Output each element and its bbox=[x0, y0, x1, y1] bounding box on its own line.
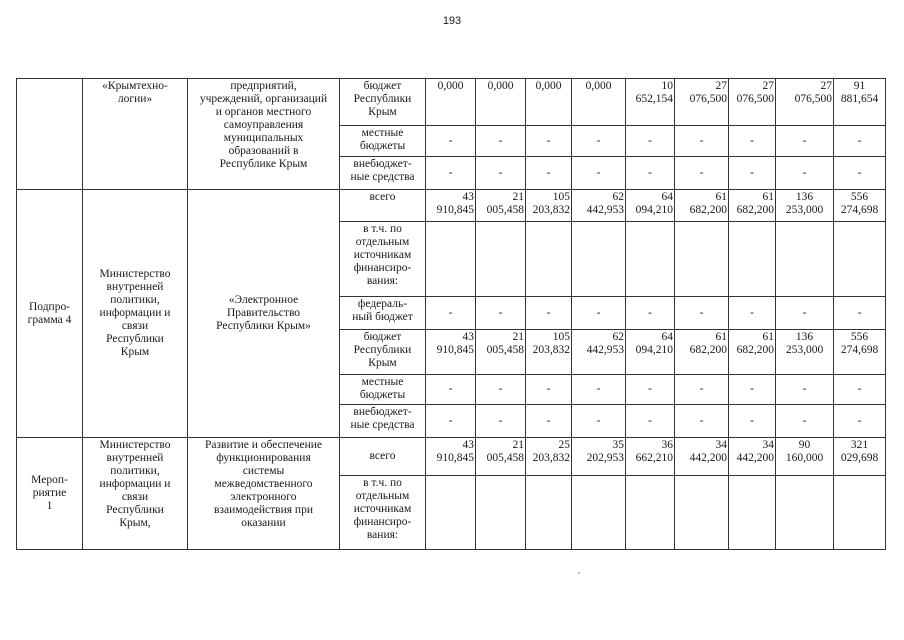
program-name-cell: предприятий, учреждений, организаций и органов местного самоуправления муниципальных образований в Республике Крым bbox=[188, 79, 340, 190]
value-cell bbox=[426, 222, 476, 297]
value-cell: - bbox=[572, 405, 626, 438]
value-cell: - bbox=[834, 157, 886, 190]
value-cell: - bbox=[729, 157, 776, 190]
value-cell: - bbox=[729, 126, 776, 157]
value-cell: - bbox=[675, 297, 729, 330]
funding-source-cell: всего bbox=[340, 438, 426, 476]
value-cell: - bbox=[675, 375, 729, 405]
value-cell: 62 442,953 bbox=[572, 330, 626, 375]
value-cell bbox=[675, 222, 729, 297]
value-cell bbox=[776, 476, 834, 550]
value-cell bbox=[675, 476, 729, 550]
value-cell: - bbox=[526, 157, 572, 190]
value-cell: 61 682,200 bbox=[729, 190, 776, 222]
value-cell bbox=[426, 476, 476, 550]
value-cell: - bbox=[626, 126, 675, 157]
value-cell: 321 029,698 bbox=[834, 438, 886, 476]
table-row bbox=[17, 190, 886, 222]
value-cell: 61 682,200 bbox=[675, 190, 729, 222]
value-cell: 34 442,200 bbox=[729, 438, 776, 476]
value-cell bbox=[526, 222, 572, 297]
value-cell bbox=[834, 476, 886, 550]
value-cell: - bbox=[476, 405, 526, 438]
value-cell: 105 203,832 bbox=[526, 190, 572, 222]
value-cell: - bbox=[426, 297, 476, 330]
section-label-cell: Мероп- риятие 1 bbox=[17, 438, 83, 550]
value-cell: - bbox=[476, 126, 526, 157]
value-cell: 10 652,154 bbox=[626, 79, 675, 126]
value-cell: - bbox=[776, 157, 834, 190]
table-row bbox=[17, 438, 886, 476]
value-cell: 43 910,845 bbox=[426, 190, 476, 222]
value-cell: 36 662,210 bbox=[626, 438, 675, 476]
value-cell: - bbox=[675, 126, 729, 157]
value-cell bbox=[834, 222, 886, 297]
funding-source-cell: в т.ч. по отдельным источникам финансиро- вания: bbox=[340, 476, 426, 550]
value-cell: 556 274,698 bbox=[834, 330, 886, 375]
value-cell: - bbox=[426, 157, 476, 190]
value-cell: 43 910,845 bbox=[426, 330, 476, 375]
scan-speck bbox=[578, 572, 580, 574]
value-cell: - bbox=[729, 405, 776, 438]
value-cell bbox=[526, 476, 572, 550]
value-cell: - bbox=[776, 375, 834, 405]
section-label-cell: Подпро- грамма 4 bbox=[17, 190, 83, 438]
value-cell: 136 253,000 bbox=[776, 190, 834, 222]
value-cell: 0,000 bbox=[476, 79, 526, 126]
funding-source-cell: местные бюджеты bbox=[340, 375, 426, 405]
value-cell: - bbox=[526, 126, 572, 157]
value-cell: - bbox=[476, 157, 526, 190]
executor-cell: Министерство внутренней политики, информации и связи Республики Крым bbox=[83, 190, 188, 438]
value-cell bbox=[572, 222, 626, 297]
value-cell: - bbox=[729, 375, 776, 405]
value-cell: - bbox=[426, 126, 476, 157]
value-cell: 0,000 bbox=[572, 79, 626, 126]
value-cell: - bbox=[675, 157, 729, 190]
program-name-cell: Развитие и обеспечение функционирования системы межведомственного электронного взаимодействия при оказании bbox=[188, 438, 340, 550]
value-cell: 35 202,953 bbox=[572, 438, 626, 476]
value-cell: 43 910,845 bbox=[426, 438, 476, 476]
value-cell: - bbox=[572, 157, 626, 190]
funding-source-cell: бюджет Республики Крым bbox=[340, 330, 426, 375]
value-cell: - bbox=[834, 375, 886, 405]
value-cell: - bbox=[476, 297, 526, 330]
value-cell: - bbox=[526, 375, 572, 405]
value-cell bbox=[729, 476, 776, 550]
value-cell: - bbox=[675, 405, 729, 438]
section-label-cell bbox=[17, 79, 83, 190]
page-number: 193 bbox=[442, 15, 462, 27]
value-cell bbox=[776, 222, 834, 297]
executor-cell: «Крымтехно- логии» bbox=[83, 79, 188, 190]
value-cell: 25 203,832 bbox=[526, 438, 572, 476]
value-cell: - bbox=[776, 126, 834, 157]
value-cell: 64 094,210 bbox=[626, 330, 675, 375]
value-cell: 61 682,200 bbox=[675, 330, 729, 375]
value-cell: 64 094,210 bbox=[626, 190, 675, 222]
budget-table bbox=[16, 78, 886, 550]
funding-source-cell: внебюджет- ные средства bbox=[340, 157, 426, 190]
value-cell: - bbox=[526, 405, 572, 438]
value-cell: - bbox=[626, 375, 675, 405]
value-cell: 21 005,458 bbox=[476, 190, 526, 222]
value-cell: 136 253,000 bbox=[776, 330, 834, 375]
value-cell bbox=[572, 476, 626, 550]
value-cell: 0,000 bbox=[426, 79, 476, 126]
value-cell: - bbox=[834, 405, 886, 438]
value-cell bbox=[626, 222, 675, 297]
value-cell: - bbox=[834, 297, 886, 330]
table-row bbox=[17, 79, 886, 126]
funding-source-cell: бюджет Республики Крым bbox=[340, 79, 426, 126]
value-cell: - bbox=[476, 375, 526, 405]
value-cell: 0,000 bbox=[526, 79, 572, 126]
value-cell bbox=[476, 476, 526, 550]
funding-source-cell: местные бюджеты bbox=[340, 126, 426, 157]
value-cell: - bbox=[834, 126, 886, 157]
value-cell: 62 442,953 bbox=[572, 190, 626, 222]
funding-source-cell: в т.ч. по отдельным источникам финансиро- вания: bbox=[340, 222, 426, 297]
value-cell: 27 076,500 bbox=[729, 79, 776, 126]
value-cell: - bbox=[526, 297, 572, 330]
value-cell: - bbox=[572, 375, 626, 405]
value-cell: - bbox=[626, 297, 675, 330]
value-cell bbox=[729, 222, 776, 297]
value-cell: 90 160,000 bbox=[776, 438, 834, 476]
funding-source-cell: федераль- ный бюджет bbox=[340, 297, 426, 330]
value-cell: - bbox=[776, 405, 834, 438]
value-cell: 21 005,458 bbox=[476, 330, 526, 375]
value-cell: 27 076,500 bbox=[675, 79, 729, 126]
value-cell: 105 203,832 bbox=[526, 330, 572, 375]
program-name-cell: «Электронное Правительство Республики Крым» bbox=[188, 190, 340, 438]
value-cell: - bbox=[572, 126, 626, 157]
value-cell: - bbox=[776, 297, 834, 330]
funding-source-cell: всего bbox=[340, 190, 426, 222]
value-cell: 34 442,200 bbox=[675, 438, 729, 476]
executor-cell: Министерство внутренней политики, информации и связи Республики Крым, bbox=[83, 438, 188, 550]
value-cell: - bbox=[626, 157, 675, 190]
value-cell: - bbox=[572, 297, 626, 330]
value-cell: - bbox=[729, 297, 776, 330]
funding-source-cell: внебюджет- ные средства bbox=[340, 405, 426, 438]
value-cell: 21 005,458 bbox=[476, 438, 526, 476]
value-cell: 27 076,500 bbox=[776, 79, 834, 126]
value-cell: - bbox=[626, 405, 675, 438]
value-cell: 556 274,698 bbox=[834, 190, 886, 222]
value-cell: 91 881,654 bbox=[834, 79, 886, 126]
value-cell bbox=[476, 222, 526, 297]
value-cell bbox=[626, 476, 675, 550]
value-cell: - bbox=[426, 375, 476, 405]
value-cell: 61 682,200 bbox=[729, 330, 776, 375]
value-cell: - bbox=[426, 405, 476, 438]
